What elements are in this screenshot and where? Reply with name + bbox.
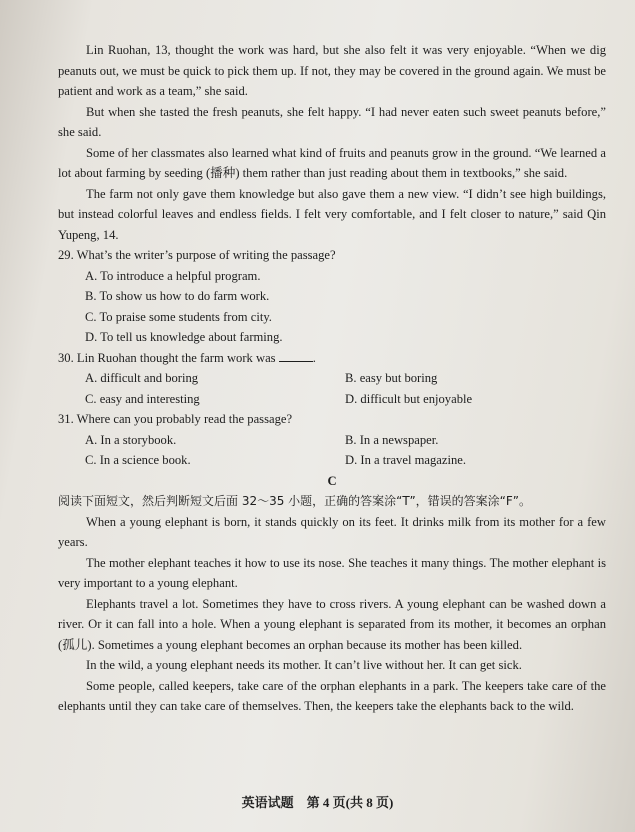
stem-text: 30. Lin Ruohan thought the farm work was [58,350,276,365]
option-b: B. To show us how to do farm work. [85,289,270,303]
question-stem: 29. What’s the writer’s purpose of writing the passage? [58,248,336,262]
option-row [58,389,606,410]
option-row [58,430,606,451]
paragraph: The mother elephant teaches it how to use its nose. She teaches it many things. The mother elephant is very important to a young elephant. [58,555,606,590]
page-content [58,40,606,717]
question-29 [58,245,606,348]
option-a: A. In a storybook. [85,432,177,447]
question-31 [58,409,606,471]
paragraph: Some of her classmates also learned what kind of fruits and peanuts grow in the ground. “We learned a lot about farming by seeding (播种) them rather than just reading about them in textbooks,” she said. [58,145,606,180]
paragraph: Elephants travel a lot. Sometimes they have to cross rivers. A young elephant can be washed down a river. Or it can fall into a hole. When a young elephant is separated from its mother, it becomes an orphan (孤儿). Sometimes a young elephant becomes an orphan because its mother has been killed. [58,596,606,652]
option-b: B. In a newspaper. [345,432,439,447]
option-c: C. easy and interesting [85,391,200,406]
option-c: C. To praise some students from city. [85,309,272,324]
paragraph: The farm not only gave them knowledge but also gave them a new view. “I didn’t see high buildings, but instead colorful leaves and endless fields. I felt very comfortable, and I felt closer to nature,” said Qin Yupeng, 14. [58,186,606,242]
question-stem [58,348,606,369]
option-row [58,450,606,471]
option-d: D. To tell us knowledge about farming. [85,330,283,344]
option-d: D. In a travel magazine. [345,453,466,467]
section-instruction: 阅读下面短文，然后判断短文后面 32～35 小题，正确的答案涂“T”，错误的答案涂“F”。 [58,494,532,508]
paragraph: When a young elephant is born, it stands quickly on its feet. It drinks milk from its mother for a few years. [58,514,606,549]
section-label: C [327,473,337,488]
paragraph: But when she tasted the fresh peanuts, she felt happy. “I had never eaten such sweet peanuts before,” she said. [58,104,606,139]
page-footer: 英语试题 第 4 页(共 8 页) [241,795,394,810]
option-row [58,368,606,389]
answer-blank [279,349,313,362]
paragraph: Some people, called keepers, take care of the orphan elephants in a park. The keepers take care of the elephants until they can take care of themselves. Then, the keepers take the elephants back to the wild. [58,678,606,713]
question-stem: 31. Where can you probably read the passage? [58,412,293,426]
option-a: A. To introduce a helpful program. [85,268,261,283]
paragraph: In the wild, a young elephant needs its mother. It can’t live without her. It can get sick. [86,658,522,672]
option-d: D. difficult but enjoyable [345,391,473,406]
paragraph: Lin Ruohan, 13, thought the work was hard, but she also felt it was very enjoyable. “When we dig peanuts out, we must be quick to pick them up. If not, they may be covered in the ground again. We must be patient and work as a team,” she said. [58,43,606,98]
stem-end: . [312,350,316,365]
option-b: B. easy but boring [345,371,438,385]
option-c: C. In a science book. [85,453,191,467]
option-a: A. difficult and boring [85,371,199,385]
question-30 [58,348,606,410]
